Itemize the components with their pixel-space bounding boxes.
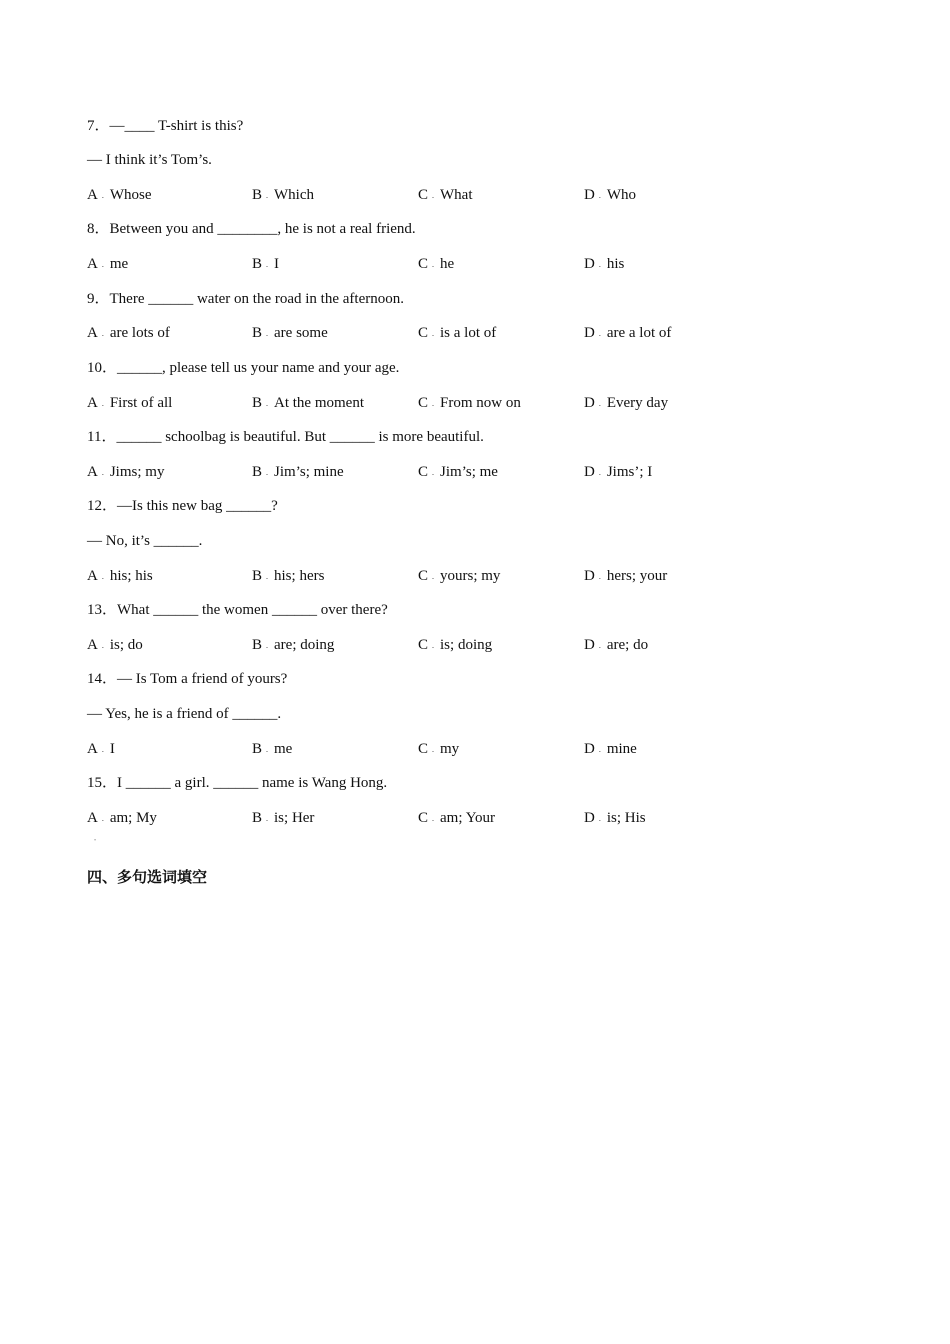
option-c[interactable]: C . yours; my: [418, 565, 500, 588]
option-d[interactable]: D . are a lot of: [584, 322, 671, 345]
option-text: is a lot of: [440, 325, 497, 341]
option-letter: C: [418, 187, 429, 203]
option-letter: A: [87, 187, 98, 203]
option-text: yours; my: [440, 568, 501, 584]
option-letter: D: [584, 325, 595, 341]
question-11-options: [87, 461, 727, 483]
option-text: Jim’s; me: [440, 464, 498, 480]
option-letter: D: [584, 395, 595, 411]
question-10-options: [87, 392, 727, 414]
option-a[interactable]: A . his; his: [87, 565, 153, 588]
option-d[interactable]: D . Who: [584, 184, 636, 207]
option-d[interactable]: D . Every day: [584, 392, 668, 415]
question-13-options: [87, 634, 727, 656]
option-a[interactable]: A . me: [87, 253, 128, 276]
option-letter: C: [418, 464, 429, 480]
option-text: First of all: [109, 395, 173, 411]
option-a[interactable]: A . Jims; my: [87, 461, 164, 484]
option-letter: D: [584, 741, 595, 757]
option-letter: B: [252, 464, 263, 480]
option-text: What: [440, 187, 473, 203]
option-text: is; His: [606, 810, 646, 826]
question-14-stem: 14．— Is Tom a friend of yours?: [87, 671, 288, 687]
option-a[interactable]: A . I: [87, 738, 115, 761]
option-text: are; do: [606, 637, 649, 653]
option-c[interactable]: C . From now on: [418, 392, 521, 415]
question-7-options: [87, 184, 727, 206]
option-d[interactable]: D . his: [584, 253, 624, 276]
option-text: his; hers: [274, 568, 325, 584]
option-letter: B: [252, 256, 263, 272]
question-13-stem: 13．What ______ the women ______ over there?: [87, 602, 388, 618]
option-letter: A: [87, 810, 98, 826]
option-d[interactable]: D . is; His: [584, 807, 646, 830]
question-12-reply: — No, it’s ______.: [87, 533, 203, 549]
paragraph-mark: •: [94, 838, 97, 844]
option-d[interactable]: D . hers; your: [584, 565, 667, 588]
option-text: At the moment: [274, 395, 365, 411]
option-b[interactable]: B . are; doing: [252, 634, 334, 657]
option-text: are; doing: [274, 637, 335, 653]
option-letter: B: [252, 637, 263, 653]
option-d[interactable]: D . are; do: [584, 634, 648, 657]
option-letter: D: [584, 568, 595, 584]
question-12-stem: 12．—Is this new bag ______?: [87, 498, 278, 514]
option-letter: A: [87, 464, 98, 480]
option-text: Every day: [606, 395, 669, 411]
option-text: Jims; my: [109, 464, 165, 480]
option-letter: C: [418, 395, 429, 411]
option-text: his: [606, 256, 625, 272]
option-b[interactable]: B . At the moment: [252, 392, 364, 415]
option-letter: D: [584, 810, 595, 826]
option-letter: C: [418, 741, 429, 757]
question-9-stem: 9．There ______ water on the road in the afternoon.: [87, 291, 404, 307]
question-8-options: [87, 253, 727, 275]
question-15-stem: 15．I ______ a girl. ______ name is Wang Hong.: [87, 775, 388, 791]
question-14-options: [87, 738, 727, 760]
option-c[interactable]: C . am; Your: [418, 807, 495, 830]
question-11-stem: 11．______ schoolbag is beautiful. But ______ is more beautiful.: [87, 429, 484, 445]
option-a[interactable]: A . are lots of: [87, 322, 170, 345]
option-a[interactable]: A . Whose: [87, 184, 152, 207]
option-letter: C: [418, 325, 429, 341]
option-letter: C: [418, 256, 429, 272]
option-letter: B: [252, 395, 263, 411]
option-text: me: [109, 256, 129, 272]
option-text: Which: [274, 187, 314, 203]
option-text: Who: [606, 187, 637, 203]
option-text: is; Her: [274, 810, 315, 826]
option-text: my: [440, 741, 460, 757]
question-7-stem: 7．—____ T-shirt is this?: [87, 118, 244, 134]
option-letter: B: [252, 325, 263, 341]
question-15-options: [87, 807, 727, 829]
option-letter: A: [87, 568, 98, 584]
option-c[interactable]: C . What: [418, 184, 473, 207]
question-9-options: [87, 322, 727, 344]
option-text: Whose: [109, 187, 152, 203]
option-a[interactable]: A . is; do: [87, 634, 143, 657]
option-text: is; do: [109, 637, 143, 653]
option-text: are lots of: [109, 325, 170, 341]
option-text: am; My: [109, 810, 157, 826]
option-letter: B: [252, 741, 263, 757]
option-a[interactable]: A . First of all: [87, 392, 172, 415]
option-b[interactable]: B . Which: [252, 184, 314, 207]
option-letter: C: [418, 637, 429, 653]
option-text: is; doing: [440, 637, 493, 653]
option-letter: A: [87, 325, 98, 341]
option-letter: B: [252, 568, 263, 584]
option-letter: D: [584, 256, 595, 272]
question-12-options: [87, 565, 727, 587]
option-text: am; Your: [440, 810, 496, 826]
option-b[interactable]: B . I: [252, 253, 279, 276]
option-d[interactable]: D . Jims’; I: [584, 461, 652, 484]
option-d[interactable]: D . mine: [584, 738, 637, 761]
option-letter: A: [87, 637, 98, 653]
option-c[interactable]: C . my: [418, 738, 459, 761]
question-8-stem: 8．Between you and ________, he is not a real friend.: [87, 221, 416, 237]
option-text: are a lot of: [606, 325, 672, 341]
option-text: I: [109, 741, 115, 757]
option-c[interactable]: C . is; doing: [418, 634, 492, 657]
option-c[interactable]: C . Jim’s; me: [418, 461, 498, 484]
question-14-reply: — Yes, he is a friend of ______.: [87, 706, 282, 722]
option-c[interactable]: C . is a lot of: [418, 322, 496, 345]
option-letter: D: [584, 637, 595, 653]
option-letter: A: [87, 741, 98, 757]
question-10-stem: 10．______, please tell us your name and your age.: [87, 360, 400, 376]
option-b[interactable]: B . me: [252, 738, 292, 761]
option-b[interactable]: B . is; Her: [252, 807, 314, 830]
option-b[interactable]: B . his; hers: [252, 565, 324, 588]
option-letter: C: [418, 568, 429, 584]
option-a[interactable]: A . am; My: [87, 807, 157, 830]
option-letter: A: [87, 395, 98, 411]
section-heading: 四、多句选词填空: [87, 868, 208, 886]
option-text: hers; your: [606, 568, 668, 584]
option-letter: B: [252, 810, 263, 826]
option-letter: C: [418, 810, 429, 826]
option-letter: D: [584, 464, 595, 480]
option-letter: A: [87, 256, 98, 272]
option-letter: B: [252, 187, 263, 203]
option-c[interactable]: C . he: [418, 253, 454, 276]
option-text: mine: [606, 741, 637, 757]
option-text: From now on: [440, 395, 521, 411]
option-text: Jim’s; mine: [274, 464, 344, 480]
option-text: his; his: [109, 568, 153, 584]
question-7-reply: — I think it’s Tom’s.: [87, 152, 212, 168]
option-text: he: [440, 256, 455, 272]
option-text: are some: [274, 325, 328, 341]
option-b[interactable]: B . are some: [252, 322, 328, 345]
option-b[interactable]: B . Jim’s; mine: [252, 461, 344, 484]
option-text: me: [274, 741, 293, 757]
option-text: I: [274, 256, 280, 272]
option-text: Jims’; I: [606, 464, 653, 480]
option-letter: D: [584, 187, 595, 203]
